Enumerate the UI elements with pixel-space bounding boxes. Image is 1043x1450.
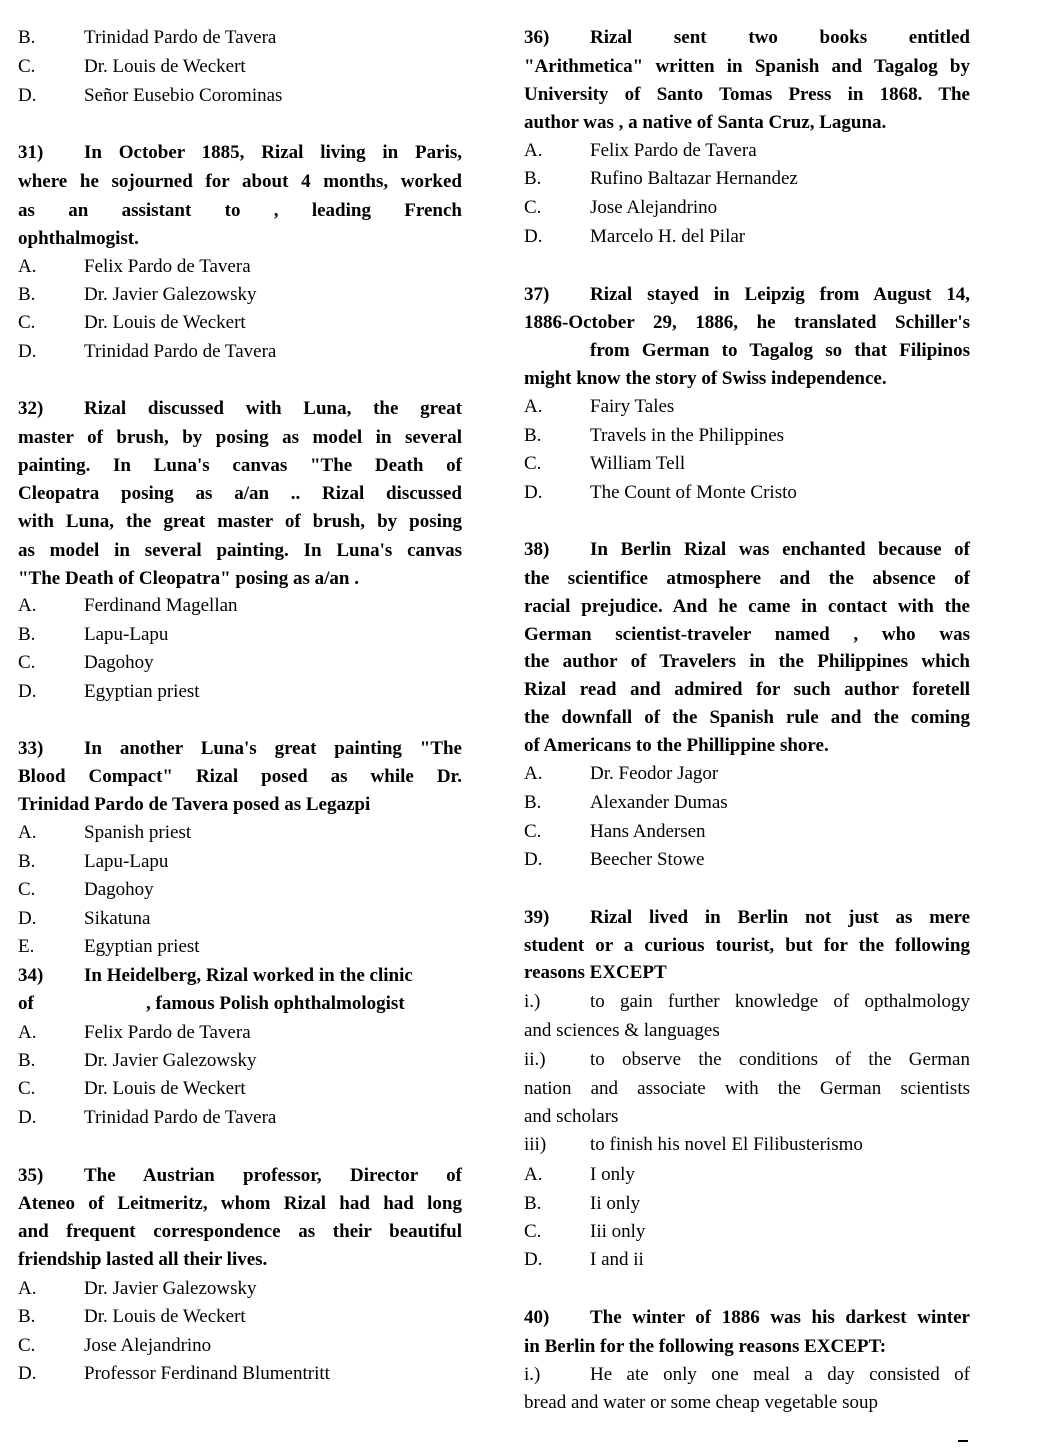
q36-option-b[interactable]: B. Rufino Baltazar Hernandez <box>524 168 798 189</box>
q38-line-8: of Americans to the Phillippine shore. <box>524 735 829 756</box>
q32-number: 32) <box>18 398 44 419</box>
q33-option-d[interactable]: D. Sikatuna <box>18 908 151 929</box>
q32-option-b[interactable]: B. Lapu-Lapu <box>18 624 169 645</box>
q36-option-a[interactable]: A. Felix Pardo de Tavera <box>524 140 757 161</box>
q33-option-a[interactable]: A. Spanish priest <box>18 822 192 843</box>
q38-line-7: the downfall of the Spanish rule and the coming <box>524 707 970 728</box>
q39-option-d[interactable]: D. I and ii <box>524 1249 644 1270</box>
q39-line-2: student or a curious tourist, but for the following <box>524 935 970 956</box>
q31-line-1: 31) In October 1885, Rizal living in Paris, <box>18 139 462 167</box>
q34-number: 34) <box>18 965 44 986</box>
q37-line-2: 1886-October 29, 1886, he translated Schiller's <box>524 312 970 333</box>
q33-line-2: Blood Compact" Rizal posed as while Dr. <box>18 766 462 787</box>
q31-number: 31) <box>18 142 44 163</box>
q32-line-7: "The Death of Cleopatra" posing as a/an . <box>18 568 359 589</box>
q34-line-2: of , famous Polish ophthalmologist <box>18 993 405 1014</box>
q40-number: 40) <box>524 1307 550 1328</box>
q36-option-d[interactable]: D. Marcelo H. del Pilar <box>524 226 746 247</box>
q35-option-d[interactable]: D. Professor Ferdinand Blumentritt <box>18 1363 330 1384</box>
q38-line-6: Rizal read and admired for such author foretell <box>524 679 970 700</box>
q35-option-a[interactable]: A. Dr. Javier Galezowsky <box>18 1278 257 1299</box>
q39-option-a[interactable]: A. I only <box>524 1164 635 1185</box>
q39-line-1: 39) Rizal lived in Berlin not just as mere <box>524 904 970 932</box>
q39-reason-3: iii) to finish his novel El Filibusterismo <box>524 1134 863 1155</box>
q38-option-c[interactable]: C. Hans Andersen <box>524 821 706 842</box>
q34-option-a[interactable]: A. Felix Pardo de Tavera <box>18 1022 251 1043</box>
q31-option-a[interactable]: A. Felix Pardo de Tavera <box>18 256 251 277</box>
q36-option-c[interactable]: C. Jose Alejandrino <box>524 197 718 218</box>
q30-option-c[interactable]: C. Dr. Louis de Weckert <box>18 56 246 77</box>
q35-line-4: friendship lasted all their lives. <box>18 1249 268 1270</box>
q38-option-d[interactable]: D. Beecher Stowe <box>524 849 705 870</box>
q40-line-2: in Berlin for the following reasons EXCEPT: <box>524 1336 887 1357</box>
q38-line-2: the scientifice atmosphere and the absence of <box>524 568 970 589</box>
q33-option-b[interactable]: B. Lapu-Lapu <box>18 851 169 872</box>
q39-number: 39) <box>524 907 550 928</box>
q31-line-4: ophthalmogist. <box>18 228 139 249</box>
q33-option-e[interactable]: E. Egyptian priest <box>18 936 200 957</box>
q32-line-3: painting. In Luna's canvas "The Death of <box>18 455 462 476</box>
q40-line-1: 40) The winter of 1886 was his darkest winter <box>524 1304 970 1332</box>
q31-line-2: where he sojourned for about 4 months, worked <box>18 171 462 192</box>
q38-line-5: the author of Travelers in the Philippines which <box>524 651 970 672</box>
q39-reason-1: i.) to gain further knowledge of opthalmology <box>524 991 970 1012</box>
q39-reason-2-cont-2: and scholars <box>524 1106 619 1127</box>
q38-option-b[interactable]: B. Alexander Dumas <box>524 792 728 813</box>
q38-line-1: 38) In Berlin Rizal was enchanted because of <box>524 536 970 564</box>
q30-option-b[interactable]: B. Trinidad Pardo de Tavera <box>18 27 277 48</box>
q38-option-a[interactable]: A. Dr. Feodor Jagor <box>524 763 719 784</box>
q37-option-c[interactable]: C. William Tell <box>524 453 686 474</box>
q37-line-4: might know the story of Swiss independence. <box>524 368 887 389</box>
q39-option-c[interactable]: C. Iii only <box>524 1221 646 1242</box>
q36-number: 36) <box>524 27 550 48</box>
q36-line-1: 36) Rizal sent two books entitled <box>524 24 970 52</box>
q32-line-4: Cleopatra posing as a/an .. Rizal discussed <box>18 483 462 504</box>
q31-option-c[interactable]: C. Dr. Louis de Weckert <box>18 312 246 333</box>
q40-reason-1: i.) He ate only one meal a day consisted of <box>524 1364 970 1385</box>
q38-line-3: racial prejudice. And he came in contact with the <box>524 596 970 617</box>
q32-option-a[interactable]: A. Ferdinand Magellan <box>18 595 238 616</box>
q36-line-4: author was , a native of Santa Cruz, Laguna. <box>524 112 887 133</box>
q35-option-c[interactable]: C. Jose Alejandrino <box>18 1335 212 1356</box>
q34-option-b[interactable]: B. Dr. Javier Galezowsky <box>18 1050 257 1071</box>
q40-reason-1-cont: bread and water or some cheap vegetable soup <box>524 1392 878 1413</box>
q32-option-c[interactable]: C. Dagohoy <box>18 652 154 673</box>
q32-option-d[interactable]: D. Egyptian priest <box>18 681 200 702</box>
page-edge-mark <box>958 1440 968 1442</box>
q32-line-1: 32) Rizal discussed with Luna, the great <box>18 395 462 423</box>
q38-line-4: German scientist-traveler named , who was <box>524 624 970 645</box>
q34-line-1: 34) In Heidelberg, Rizal worked in the clinic <box>18 962 462 990</box>
q35-line-3: and frequent correspondence as their beautiful <box>18 1221 462 1242</box>
q31-line-3: as an assistant to , leading French <box>18 200 462 221</box>
q39-reason-1-cont: and sciences & languages <box>524 1020 720 1041</box>
q39-line-3: reasons EXCEPT <box>524 962 667 983</box>
q39-option-b[interactable]: B. Ii only <box>524 1193 641 1214</box>
q35-line-1: 35) The Austrian professor, Director of <box>18 1162 462 1190</box>
q34-option-d[interactable]: D. Trinidad Pardo de Tavera <box>18 1107 277 1128</box>
q34-option-c[interactable]: C. Dr. Louis de Weckert <box>18 1078 246 1099</box>
q33-line-1: 33) In another Luna's great painting "The <box>18 735 462 763</box>
q32-line-2: master of brush, by posing as model in several <box>18 427 462 448</box>
q32-line-5: with Luna, the great master of brush, by posing <box>18 511 462 532</box>
q35-option-b[interactable]: B. Dr. Louis de Weckert <box>18 1306 246 1327</box>
q33-option-c[interactable]: C. Dagohoy <box>18 879 154 900</box>
q39-reason-2-cont: nation and associate with the German scientists <box>524 1078 970 1099</box>
q37-option-d[interactable]: D. The Count of Monte Cristo <box>524 482 797 503</box>
q37-line-3: from German to Tagalog so that Filipinos <box>590 340 970 361</box>
q32-line-6: as model in several painting. In Luna's canvas <box>18 540 462 561</box>
q35-line-2: Ateneo of Leitmeritz, whom Rizal had had long <box>18 1193 462 1214</box>
q37-number: 37) <box>524 284 550 305</box>
q36-line-3: University of Santo Tomas Press in 1868. The <box>524 84 970 105</box>
q37-line-1: 37) Rizal stayed in Leipzig from August 14, <box>524 281 970 309</box>
q35-number: 35) <box>18 1165 44 1186</box>
q33-line-3: Trinidad Pardo de Tavera posed as Legazpi <box>18 794 371 815</box>
q36-line-2: "Arithmetica" written in Spanish and Tagalog by <box>524 56 970 77</box>
q31-option-b[interactable]: B. Dr. Javier Galezowsky <box>18 284 257 305</box>
q37-option-a[interactable]: A. Fairy Tales <box>524 396 675 417</box>
q38-number: 38) <box>524 539 550 560</box>
q33-number: 33) <box>18 738 44 759</box>
q31-option-d[interactable]: D. Trinidad Pardo de Tavera <box>18 341 277 362</box>
q30-option-d[interactable]: D. Señor Eusebio Corominas <box>18 85 283 106</box>
q39-reason-2: ii.) to observe the conditions of the German <box>524 1049 970 1070</box>
q37-option-b[interactable]: B. Travels in the Philippines <box>524 425 785 446</box>
